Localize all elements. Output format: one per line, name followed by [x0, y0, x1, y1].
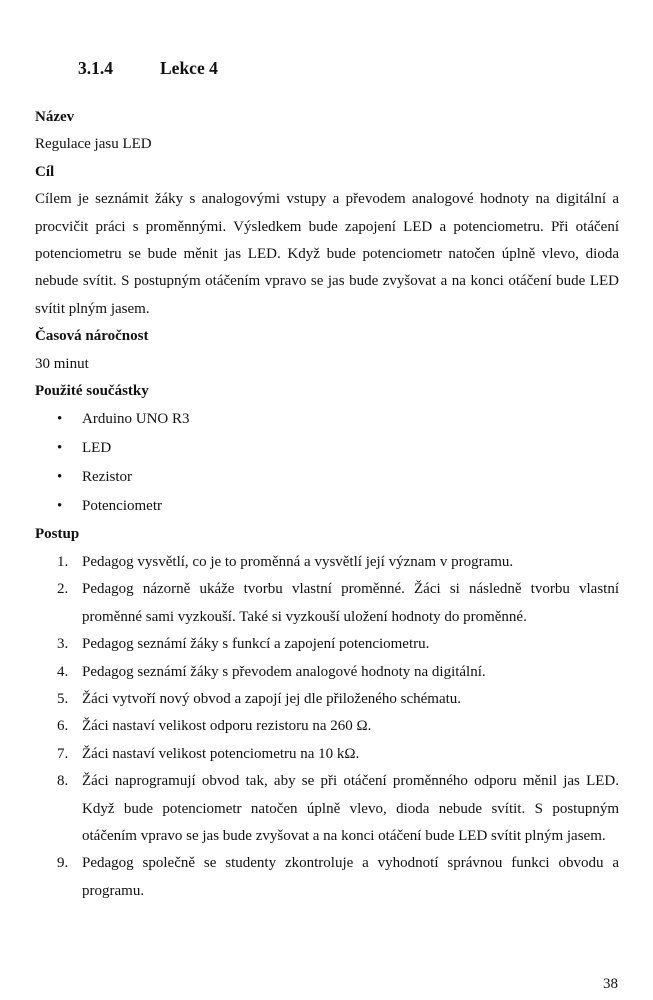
list-item [35, 631, 619, 658]
goal-label: Cíl [35, 163, 55, 180]
list-item [35, 463, 619, 492]
list-item [35, 659, 619, 686]
step-number: 5. [57, 690, 69, 707]
step-number: 1. [57, 553, 69, 570]
bullet-icon: • [57, 469, 63, 486]
goal-text: Cílem je seznámit žáky s analogovými vstupy a převodem analogové hodnoty na digitální a procvičit práci s proměnnými. Výsledkem bude zapojení LED a potenciometru. Při otáčení potenciometru se bude měnit jas LED. Když bude potenciometr natočen úplně vlevo, dioda nebude svítit. S postupným otáčením vpravo se jas bude zvyšovat a na konci otáčení bude LED svítit plným jasem. [35, 191, 619, 317]
section-title: Lekce 4 [160, 58, 218, 78]
list-item [35, 492, 619, 521]
time-value: 30 minut [35, 355, 89, 372]
step-number: 4. [57, 663, 69, 680]
list-item [35, 768, 619, 850]
name-value: Regulace jasu LED [35, 136, 152, 153]
step-text: Pedagog názorně ukáže tvorbu vlastní proměnné. Žáci si následně tvorbu vlastní proměnné sami vyzkouší. Také si vyzkouší uložení hodnoty do proměnné. [82, 581, 619, 625]
list-item [35, 405, 619, 434]
step-number: 6. [57, 718, 69, 735]
step-number: 2. [57, 581, 69, 598]
list-item [35, 713, 619, 740]
procedure-label: Postup [35, 526, 80, 543]
step-text: Pedagog seznámí žáky s funkcí a zapojení potenciometru. [82, 636, 430, 653]
bullet-icon: • [57, 498, 63, 515]
step-number: 9. [57, 855, 69, 872]
step-text: Žáci vytvoří nový obvod a zapojí jej dle přiloženého schématu. [82, 690, 462, 707]
step-number: 7. [57, 745, 69, 762]
parts-list [35, 405, 619, 521]
list-item [35, 576, 619, 631]
time-label: Časová náročnost [35, 328, 149, 345]
list-item [35, 549, 619, 576]
section-heading [78, 58, 218, 79]
list-item [35, 434, 619, 463]
step-text: Žáci naprogramují obvod tak, aby se při otáčení proměnného odporu měnil jas LED. Když bude potenciometr natočen úplně vlevo, dioda nebude svítit. S postupným otáčením vpravo se jas bude zvyšovat a na konci otáčení bude LED svítit plným jasem. [82, 773, 619, 844]
part-name: Arduino UNO R3 [82, 411, 190, 428]
procedure-steps [35, 549, 619, 905]
part-name: Potenciometr [82, 498, 162, 515]
bullet-icon: • [57, 440, 63, 457]
part-name: Rezistor [82, 469, 132, 486]
name-label: Název [35, 109, 75, 125]
step-number: 8. [57, 773, 69, 790]
step-text: Pedagog společně se studenty zkontroluje a vyhodnotí správnou funkci obvodu a programu. [82, 855, 619, 899]
step-text: Pedagog vysvětlí, co je to proměnná a vysvětlí její význam v programu. [82, 553, 514, 570]
lesson-content [35, 104, 619, 905]
list-item [35, 850, 619, 905]
step-text: Žáci nastaví velikost potenciometru na 10 kΩ. [82, 745, 360, 762]
list-item [35, 686, 619, 713]
part-name: LED [82, 440, 112, 457]
page-number: 38 [603, 976, 618, 992]
section-number: 3.1.4 [78, 58, 113, 78]
list-item [35, 741, 619, 768]
step-text: Pedagog seznámí žáky s převodem analogové hodnoty na digitální. [82, 663, 486, 680]
parts-label: Použité součástky [35, 383, 149, 400]
step-text: Žáci nastaví velikost odporu rezistoru na 260 Ω. [82, 718, 372, 735]
bullet-icon: • [57, 411, 63, 428]
step-number: 3. [57, 636, 69, 653]
